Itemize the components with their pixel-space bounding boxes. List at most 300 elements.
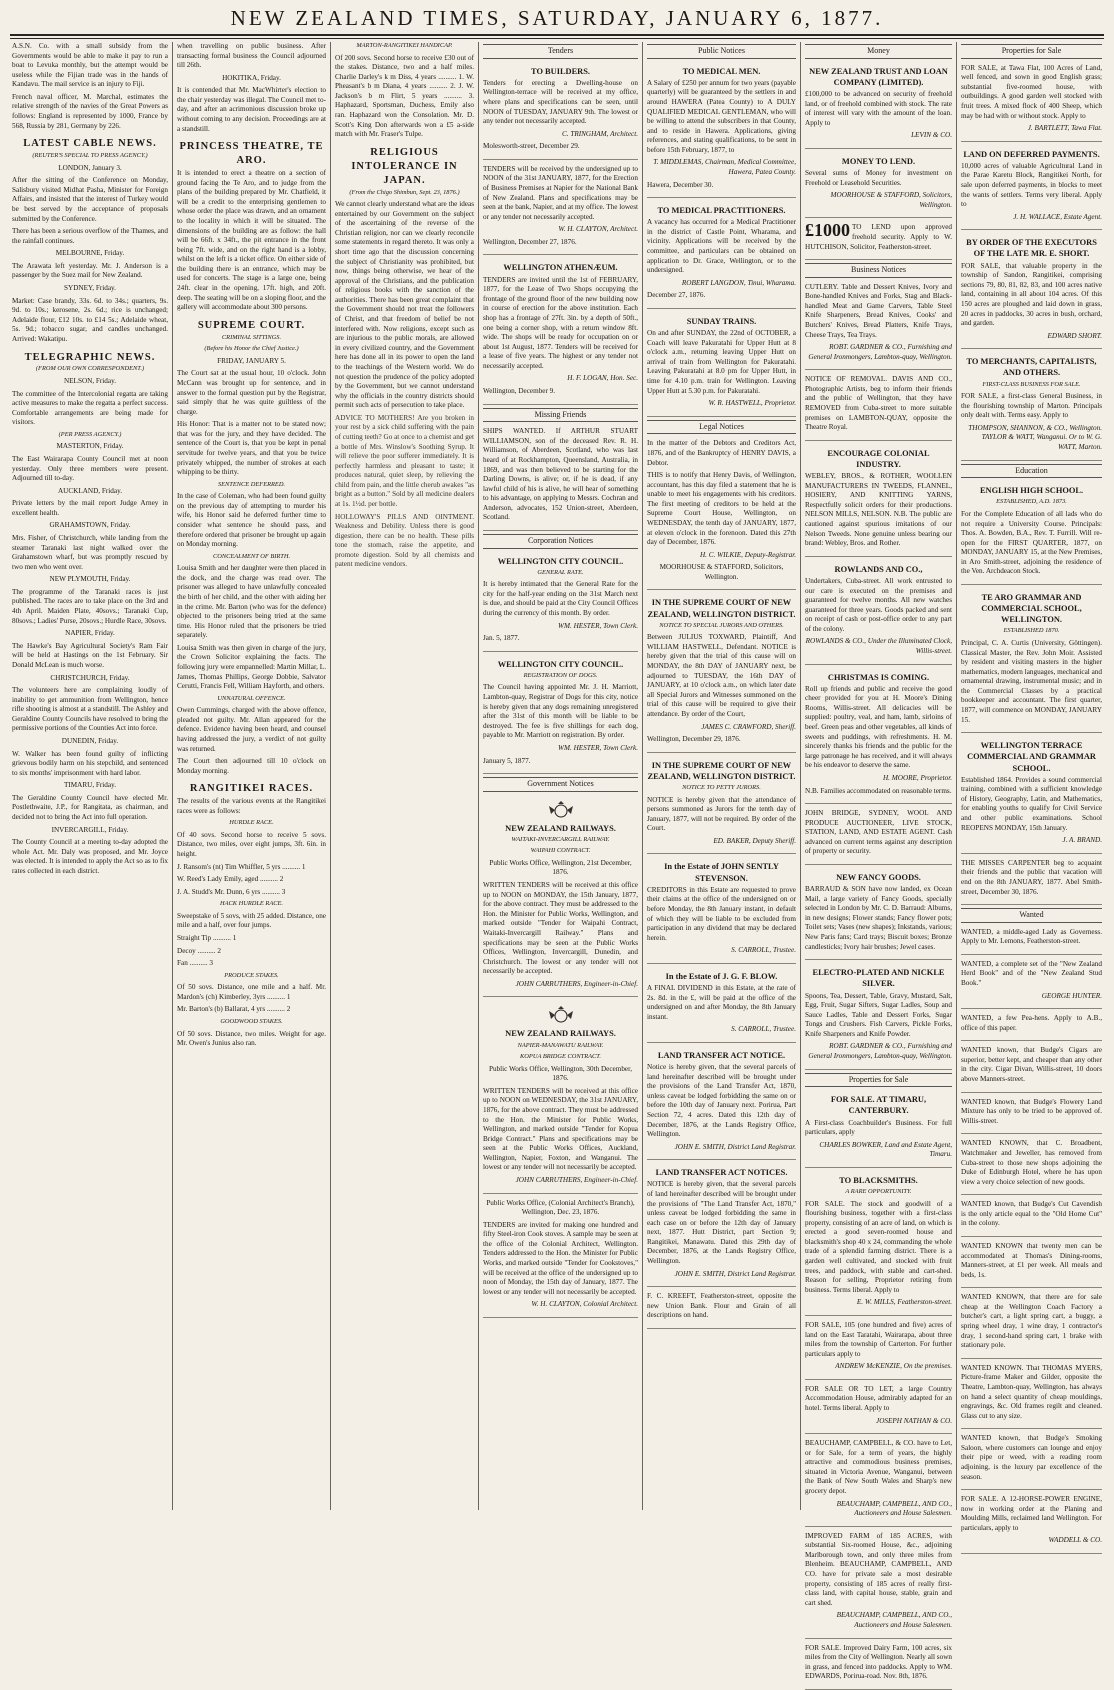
ad-signature: JOSEPH NATHAN & CO. bbox=[876, 1416, 952, 1425]
section-subheading: (PER PRESS AGENCY.) bbox=[58, 430, 122, 438]
section-subheading: (Before his Honor the Chief Justice.) bbox=[204, 345, 299, 353]
advertisement bbox=[961, 1198, 1102, 1237]
race-result: W. Reed's Lady Emily, aged .......... 2 bbox=[177, 875, 284, 884]
ad-text: WANTED known, that Budge's Cut Cavendish is the only article equal to the "Old Home Cut" in the colony. bbox=[961, 1200, 1102, 1228]
advertisement bbox=[961, 481, 1102, 585]
ad-signature: W. H. CLAYTON, Colonial Architect. bbox=[531, 1300, 638, 1309]
ad-signature: CHARLES BOWKER, Land and Estate Agent, Timaru. bbox=[819, 1140, 952, 1159]
ad-text: CUTLERY. Table and Dessert Knives, Ivory and Bone-handled Knives and Forks, Stag and Black-handled Meat and Game Carvers, Table Steel Knife Sharpeners, Bread Knives, Cooks' and Butchers' Knives, Bread Platters, Knife Trays, Cheese Trays, Tea Trays. bbox=[805, 282, 952, 339]
ad-title: ROWLANDS AND CO., bbox=[834, 564, 923, 574]
ad-text: WEBLEY, BROS., & ROTHER, WOOLLEN MANUFACTURERS IN TWEEDS, FLANNEL, HOSIERY, AND KNITTING YARNS, Respectfully solicit orders for their productions. NELSON MILLS, NELSON. N.B. The public are cautioned against spurious imitations of our Nelson Tweeds. None genuine unless bearing our brand: Webley, Bros. and Rother. bbox=[805, 472, 952, 548]
ad-signature: JOHN CARRUTHERS, Engineer-in-Chief. bbox=[515, 1175, 638, 1184]
ad-address: Molesworth-street, December 29. bbox=[483, 142, 580, 151]
article-text: Louisa Smith was then given in charge of the jury, the Crown Solicitor explaining the facts. The following jury were empannelled: Martin Millar, L. James, Thomas Phillips, George Dobbie, Salvator Cerutti, Francis Fell, William Hayforth, and others. bbox=[177, 643, 326, 691]
ad-firm: MOORHOUSE & STAFFORD, Solicitors, Wellington. bbox=[659, 563, 784, 581]
section-label-properties: Properties for Sale bbox=[805, 1073, 952, 1088]
dateline: AUCKLAND, Friday. bbox=[57, 486, 123, 495]
ad-signature: ED. BAKER, Deputy Sheriff. bbox=[713, 836, 796, 845]
advertisement bbox=[961, 926, 1102, 955]
column-1 bbox=[8, 42, 172, 1510]
ad-text: F. C. KREEFT, Featherston-street, opposite the new Union Bank. Flour and Grain of all descriptions on hand. bbox=[647, 1292, 796, 1320]
article-text: Owen Cummings, charged with the above offence, pleaded not guilty. Mr. Allan appeared for the defence. Evidence having been heard, and counsel having addressed the jury, a verdict of not guilty was returned. bbox=[177, 706, 326, 753]
ad-address: Public Works Office, Wellington, 21st December, 1876. bbox=[489, 858, 632, 877]
advertisement bbox=[961, 233, 1102, 349]
section-heading-cable: LATEST CABLE NEWS. bbox=[23, 138, 157, 150]
ad-date: Hawera, December 30. bbox=[647, 180, 714, 189]
ad-subtitle: ESTABLISHED, A.D. 1873. bbox=[996, 498, 1067, 506]
article-text: Of 40 sovs. Second horse to receive 5 sovs. Distance, two miles, over eight jumps, 3ft. 6in. in height. bbox=[177, 830, 326, 859]
ad-text: WANTED known, that Budge's Smoking Saloon, where customers can lounge and enjoy their pipe or weed, with a reading room adjoining, is the luxury par excellence of the season. bbox=[961, 1434, 1102, 1481]
ad-text: FOR SALE, 105 (one hundred and five) acres of land on the East Taratahi, Wairarapa, about three miles from the township of Carterton. For further particulars apply to bbox=[805, 1320, 952, 1358]
advertisement bbox=[961, 588, 1102, 733]
section-label-public: Public Notices bbox=[647, 44, 796, 59]
advertisement bbox=[647, 1046, 796, 1160]
article-text: In the case of Coleman, who had been found guilty on the previous day of attempting to murder his wife, his Honor said he deferred further time to consider what sentence he should pass, and therefore ordered that prisoner be brought up again on Monday morning. bbox=[177, 492, 326, 549]
ad-address: Wellington, December 27, 1876. bbox=[483, 237, 577, 246]
ad-title: ENGLISH HIGH SCHOOL. bbox=[979, 486, 1084, 496]
ad-text: FOR SALE. A 12-HORSE-POWER ENGINE, now in working order at the Planing and Moulding Mills, reclaimed land Wellington. For particulars, apply to bbox=[961, 1495, 1102, 1532]
ad-text: WANTED, a middle-aged Lady as Governess. Apply to Mr. Lemons, Featherston-street. bbox=[961, 927, 1102, 946]
ad-signature: LEVIN & CO. bbox=[911, 131, 952, 140]
ad-text: Roll up friends and public and receive the good cheer provided for you at H. Moore's Dining Rooms, Willis-street. All delicacies will be supplied: poultry, veal, and ham, lamb, sirloins of beef. Green peas and other vegetables, all kinds of sweets and puddings, with refreshments. H. M. sincerely thanks his friends and the public for the large patronage he has received, and it will always be his endeavor to deserve the same. bbox=[805, 684, 952, 770]
dateline: NELSON, Friday. bbox=[63, 376, 117, 385]
ad-text: For the Complete Education of all lads who do not require a University Course. Principals: Thos. A. Bowden, B.A., Rev. T. Furrill. Will re-open for the FIRST QUARTER, 1877, on MONDAY, JANUARY 15, at the New Premises, in Aro Smith-street, adjoining the residence of the Ven. Archdeacon Stock. bbox=[961, 509, 1102, 576]
dateline: MELBOURNE, Friday. bbox=[55, 249, 125, 258]
article-text: The committee of the Intercolonial regatta are taking active measures to make the regatta a perfect success. Comfortable arrangements are being made for visitors. bbox=[12, 389, 168, 427]
section-heading-telegraphic: TELEGRAPHIC NEWS. bbox=[24, 351, 156, 363]
article-text: The volunteers here are complaining loudly of inability to get ammunition from Wellington, hence rifle shooting is almost at a standstill. The Ashley and Geraldine County Councils have resolved to bring the permissive portions of the Counties Act into force. bbox=[12, 686, 168, 733]
ad-signature: JOHN CARRUTHERS, Engineer-in-Chief. bbox=[515, 979, 638, 988]
ad-date: December 27, 1876. bbox=[647, 291, 706, 300]
column-3 bbox=[330, 42, 478, 1510]
ad-title: TO MERCHANTS, CAPITALISTS, AND OTHERS. bbox=[966, 357, 1097, 378]
ad-title: TO MEDICAL MEN. bbox=[682, 66, 761, 76]
advertisement bbox=[805, 281, 952, 371]
ad-subtitle: KOPUA BRIDGE CONTRACT. bbox=[520, 1053, 601, 1061]
section-subheading: GOODWOOD STAKES. bbox=[220, 1018, 283, 1026]
ad-text: WANTED, a few Pea-hens. Apply to A.B., office of this paper. bbox=[961, 1014, 1102, 1032]
ad-title: FOR SALE. AT TIMARU, CANTERBURY. bbox=[830, 1095, 927, 1116]
ad-text: Spoons, Tea, Dessert, Table, Gravy, Mustard, Salt, Egg, Fruit, Sugar Sifters, Sugar Ladles, Soup and Sauce Ladles, Table and Dessert Forks, Sugar Tongs and Crushers. Fish Carvers, Pickle Forks, Knife Sharpeners and Knife Powder. bbox=[805, 991, 952, 1038]
ad-address: Wellington, December 9. bbox=[483, 387, 556, 395]
section-subheading: (From the Chigo Shimbun, Sept. 23, 1876.) bbox=[349, 188, 460, 196]
ad-signature: ROBT. GARDNER & CO., Furnishing and General Ironmongers, Lambton-quay, Wellington. bbox=[808, 1042, 952, 1061]
ad-title: In the Estate of J. G. F. BLOW. bbox=[665, 971, 778, 981]
ad-title: In the Estate of JOHN SENTLY STEVENSON. bbox=[664, 862, 779, 883]
section-label-missing: Missing Friends bbox=[483, 408, 638, 423]
ad-title: WELLINGTON CITY COUNCIL. bbox=[497, 659, 624, 669]
ad-title: NEW FANCY GOODS. bbox=[836, 872, 921, 882]
ad-text: FOR SALE, at Tawa Flat, 100 Acres of Land, well fenced, and sown in good English grass; substantial five-roomed house, with outbuildings. A good garden well stocked with fruit trees. A mixed flock of 400 Sheep, which may be had with or without stock. Apply to bbox=[961, 63, 1102, 120]
ad-title: WELLINGTON CITY COUNCIL. bbox=[497, 556, 624, 566]
ad-title: NEW ZEALAND RAILWAYS. bbox=[505, 823, 616, 833]
advertisement bbox=[483, 795, 638, 998]
advertisement bbox=[805, 373, 952, 440]
ad-title: WELLINGTON ATHENÆUM. bbox=[503, 263, 618, 273]
section-label-education: Education bbox=[961, 464, 1102, 479]
article-text: A.S.N. Co. with a small subsidy from the Governments would be able to make it pay to run a boat to Levuka monthly, but the attempt would be useless while the Fijian trade was in the hands of Kandavu. The mail service is an injury to Fiji. bbox=[12, 42, 168, 89]
ad-text: FOR SALE, that valuable property in the township of Sandon, Rangitikei, comprising sections 79, 80, 81, 82, 83, and 100 acres native land, containing in all about 104 acres. Of this 150 acres are ploughed and laid down in grass, 20 acres in paddocks, 30 acres in bush, orchard, and garden. bbox=[961, 261, 1102, 328]
ad-text: Undertakers, Cuba-street. All work entrusted to our care is executed on the premises and guaranteed for twelve months. All new watches guaranteed for three years. Goods packed and sent on receipt of cash or post-office order to any part of the colony. bbox=[805, 576, 952, 633]
ad-note: N.B. Families accommodated on reasonable terms. bbox=[805, 786, 952, 795]
advertisement bbox=[647, 593, 796, 752]
race-result: J. Ransom's (nt) Tim Whiffler, 5 yrs .......... 1 bbox=[177, 862, 306, 871]
article-text: His Honor: That is a matter not to be stated now; that was for the jury, and they have decided. The sentence of the Court is, that you be kept in penal servitude for twelve years, and that you be twice privately whipped, the number of strokes at each whipping to be thirty. bbox=[177, 420, 326, 477]
dateline: INVERCARGILL, Friday. bbox=[51, 825, 129, 834]
ad-signature: JOHN E. SMITH, District Land Registrar. bbox=[674, 1142, 796, 1151]
ad-text: 10,000 acres of valuable Agricultural Land in the Parae Karetu Block, Rangitikei North, for sale upon deferred payments, in blocks to meet the wants of settlers. Terms very liberal. Apply to bbox=[961, 161, 1102, 209]
ad-text: It is hereby intimated that the General Rate for the city for the half-year ending on the 31st March next is due, and should be paid at the City Council Offices during the currency of this month. By order. bbox=[483, 580, 638, 618]
ad-subtitle: REGISTRATION OF DOGS. bbox=[523, 671, 598, 679]
ad-title: TO BUILDERS. bbox=[531, 66, 590, 76]
royal-crest-icon bbox=[546, 1005, 576, 1025]
ad-subtitle: GENERAL RATE. bbox=[537, 568, 584, 576]
article-text: French naval officer, M. Marchal, estimates the relative strength of the navies of the Great Powers as follows: England is represented by 1000, France by 568, Russia by 281, Germany by 226. bbox=[12, 92, 168, 130]
ad-text: In the matter of the Debtors and Creditors Act, 1876, and of the Bankruptcy of HENRY DAVIS, a Debtor. bbox=[647, 439, 796, 467]
ad-signature: WADDELL & CO. bbox=[1048, 1536, 1102, 1545]
race-result: Fan .......... 3 bbox=[177, 959, 213, 968]
ad-text: FOR SALE. The stock and goodwill of a flourishing business, together with a first-class property, consisting of an acre of land, on which is erected a good seven-roomed house and blacksmith's shop 40 x 24, commanding the whole trade of a splendid farming district. There is a garden well cultivated, and stocked with fruit trees, and paddock, with stable and cart-shed. Reason for selling, Proprietor retiring from business. Terms liberal. Apply to bbox=[805, 1199, 952, 1294]
section-subheading: HACK HURDLE RACE. bbox=[219, 900, 284, 908]
section-label-money: Money bbox=[805, 44, 952, 59]
ad-signature: H. C. WILKIE, Deputy-Registrar. bbox=[699, 550, 796, 559]
advertisement bbox=[961, 62, 1102, 142]
advertisement bbox=[805, 1319, 952, 1380]
ad-text: NOTICE is hereby given that the attendance of persons summoned as Jurors for the tenth day of January, 1877, will not be required. By order of the Court. bbox=[647, 795, 796, 833]
ad-address: Public Works Office, Wellington, 30th December, 1876. bbox=[488, 1064, 633, 1083]
ad-text: Between JULIUS TOXWARD, Plaintiff, And WILLIAM HASTWELL, Defendant. NOTICE is hereby given that the trial of this cause will on MONDAY, the 8th DAY of JANUARY next, be adjourned to TUESDAY, the 16th DAY of JANUARY, at 10 o'clock a.m., on which later date all Special Jurors and Witnesses summoned on the trial of this cause will be required to give their attendance. By order of the Court, bbox=[647, 633, 796, 718]
advertisement bbox=[805, 1642, 952, 1690]
ad-subtitle: NOTICE TO SPECIAL JURORS AND OTHERS. bbox=[659, 621, 784, 629]
ad-text: NOTICE is hereby given, that the several parcels of land hereinafter described will be brought under the provisions of "The Land Transfer Act, 1870," unless caveat be lodged forbidding the same in each case on or before the 12th day of January next, 1877. Hutt District, part Section 9; Rangitikei, Manawatu. Dated this 29th day of December, 1876, at the Lands Registry Office, Wellington. bbox=[647, 1180, 796, 1266]
advertisement bbox=[647, 312, 796, 417]
ad-signature: S. CARROLL, Trustee. bbox=[731, 1025, 796, 1034]
ad-signature: GEORGE HUNTER. bbox=[1041, 991, 1102, 1000]
ad-signature: WM. HESTER, Town Clerk. bbox=[558, 743, 638, 752]
section-label-wanted: Wanted bbox=[961, 908, 1102, 923]
ad-signature: H. MOORE, Proprietor. bbox=[882, 773, 952, 782]
ad-text: WRITTEN TENDERS will be received at this office up to NOON on MONDAY, the 15th January, 1877, for the above contract. They must be addressed to the Hon. the Minister for Public Works, Wellington, and marked outside "Tender for Waipahi Contract, Waitaki-Invercargill Railway." Plans and specifications may be seen at the Public Works Offices, Wellington, Invercargill, Dunedin, and Christchurch. The lowest or any tender will not necessarily be accepted. bbox=[483, 881, 638, 976]
ad-subtitle: FIRST-CLASS BUSINESS FOR SALE. bbox=[982, 380, 1081, 388]
ad-signature: EDWARD SHORT. bbox=[1047, 331, 1102, 340]
dateline: DUNEDIN, Friday. bbox=[61, 736, 119, 745]
ad-signature: W. R. HASTWELL, Proprietor. bbox=[708, 399, 796, 408]
advertisement bbox=[647, 437, 796, 590]
ad-text: Tenders for erecting a Dwelling-house on Wellington-terrace will be received at my office, where plans and specifications can be seen, until NOON of TUESDAY, JANUARY 9th. The lowest or any tender not necessarily accepted. bbox=[483, 78, 638, 126]
article-text: ADVICE TO MOTHERS! Are you broken in your rest by a sick child suffering with the pain of cutting teeth? Go at once to a chemist and get a bottle of Mrs. Winslow's Soothing Syrup. It will relieve the poor sufferer immediately. It is perfectly harmless and pleasant to taste; it produces natural, quiet sleep, by relieving the child from pain, and the little cherub awakes "as bright as a button." Sold by all medicine dealers at 1s. 1½d. per bottle. bbox=[335, 413, 474, 509]
advertisement bbox=[483, 1000, 638, 1193]
article-text: Louisa Smith and her daughter were then placed in the dock, and the charge was read over. The prisoner was alleged to have unlawfully concealed the birth of her child, and the other with aiding her in the crime. Mr. Barton (who was for the defence) objected to the prisoners being tried at the same time. His Honor ruled that the prisoners be tried separately. bbox=[177, 564, 326, 640]
dateline: HOKITIKA, Friday. bbox=[222, 73, 281, 82]
advertisement bbox=[961, 352, 1102, 460]
advertisement bbox=[483, 258, 638, 404]
dateline: CHRISTCHURCH, Friday. bbox=[50, 673, 130, 682]
ad-text: WANTED KNOWN that twenty men can be accommodated at Thomas's Dining-rooms, Manners-street, at £1 per week. All meals and beds, 1s. bbox=[961, 1242, 1102, 1279]
royal-crest-icon bbox=[546, 800, 576, 820]
section-subheading: SENTENCE DEFERRED. bbox=[217, 480, 286, 488]
ad-text: THE MISSES CARPENTER beg to acquaint their friends and the public that vacation will end on the 8th JANUARY, 1877. Abel Smith-street, December 30, 1876. bbox=[961, 858, 1102, 896]
advertisement bbox=[483, 62, 638, 160]
ad-text: Notice is hereby given, that the several parcels of land hereinafter described will be brought under the provisions of the Land Transfer Act, 1870, unless caveat be lodged forbidding the same on or before the 10th day of January next. Porirua, Part Section 72, 4 acres. Dated this 12th day of December, 1876, at the Lands Registry Office, Wellington. bbox=[647, 1063, 796, 1139]
ad-subtitle: NAPIER-MANAWATU RAILWAY. bbox=[517, 1041, 604, 1049]
advertisement bbox=[483, 425, 638, 531]
column-6 bbox=[800, 42, 956, 1681]
ad-text: TO LEND upon approved freehold security. Apply to W. HUTCHISON, Solicitor, Featherston-street. bbox=[805, 223, 952, 251]
article-text: when travelling on public business. After transacting formal business the Council adjourned till 26th. bbox=[177, 42, 326, 70]
section-subheading: MARTON-RANGITIKEI HANDICAP. bbox=[356, 42, 453, 49]
ad-text: Principal, C. A. Curtis (University, Göttingen). Classical Master, the Rev. John Moir. Assisted by resident and visiting masters in the higher mathematics, modern languages, mechanical and ornamental drawing, instrumental music; and in the Commercial Classes by a practical bookkeeper and accountant. The first quarter, 1877, will commence on MONDAY, JANUARY 15. bbox=[961, 639, 1102, 724]
ad-text: TENDERS are invited until the 1st of FEBRUARY, 1877, for the Lease of Two Shops occupying the frontage of the ground floor of the new building now in course of erection for the above institution. Each shop has a frontage of 27ft. 3in. by a depth of 50ft., one being a corner shop, with a return window 8ft. wide. The shops will be ready for occupation on or about 1st August, 1877. Tenders will be received for a lease of five years. The highest or any tender not necessarily accepted. bbox=[483, 275, 638, 370]
advertisement bbox=[647, 1290, 796, 1329]
advertisement bbox=[961, 1291, 1102, 1358]
ad-signature: MOORHOUSE & STAFFORD, Solicitors, Wellington. bbox=[830, 191, 952, 209]
advertisement bbox=[961, 1012, 1102, 1041]
article-text: It is contended that Mr. MacWhirter's election to the chair yesterday was illegal. The Council met to-day, and after an acrimonious discussion broke up without coming to any decision. Proceedings are at a standstill. bbox=[177, 86, 326, 133]
article-text: HOLLOWAY'S PILLS AND OINTMENT. Weakness and Debility. Unless there is good digestion, there can be no health. These pills tone the stomach, raise the appetite, and promote digestion. Sold by all chemists and patent medicine vendors. bbox=[335, 512, 474, 569]
ad-signature: ROBT. GARDNER & CO., Furnishing and General Ironmongers, Lambton-quay, Wellington. bbox=[808, 343, 952, 361]
advertisement bbox=[805, 1437, 952, 1527]
ad-text: BEAUCHAMP, CAMPBELL, & CO. have to Let, or for Sale, for a term of years, the highly attractive and commodious business premises, situated in Victoria Avenue, Wanganui, between the Bank of New South Wales and Sharp's new grocery depot. bbox=[805, 1439, 952, 1496]
ad-text: A Salary of £250 per annum for two years (payable quarterly) will be guaranteed by the settlers in and around HAWERA (Patea County) to A DULY QUALIFIED MEDICAL GENTLEMAN, who will be willing to attend the subscribers in that County, and to reside in Hawera. Applications, giving references, and stating qualifications, to be sent in before 15th February, 1877, to bbox=[647, 78, 796, 154]
ad-signature: ROBERT LANGDON, Tinui, Wharama. bbox=[681, 278, 796, 287]
section-subheading: CRIMINAL SITTINGS. bbox=[221, 333, 282, 341]
column-7 bbox=[956, 42, 1106, 1545]
article-text: W. Walker has been found guilty of inflicting grievous bodily harm on his stepchild, and sentenced to six months' imprisonment with hard labor. bbox=[12, 749, 168, 777]
ad-date: January 5, 1877. bbox=[483, 756, 531, 765]
advertisement bbox=[961, 857, 1102, 905]
ad-text: SHIPS WANTED. If ARTHUR STUART WILLIAMSON, son of the deceased Rev. R. H. Williamson, of Aberdeen, Scotland, who was last heard of at Rockhampton, Queensland, Australia, in 1869, and was then believed to be starting for the Darling Downs, is alive; or, if he is dead, if any lawful child of his is alive, he will hear of something to his advantage, on applying to Messrs. Cochran and Anderson, advocates, 152 Union-street, Aberdeen, Scotland. bbox=[483, 427, 638, 522]
article-text: Mr. Barton's (b) Ballarat, 4 yrs .......... 2 bbox=[177, 1005, 291, 1014]
advertisement bbox=[483, 655, 638, 774]
dateline: LONDON, January 3. bbox=[58, 163, 122, 172]
advertisement bbox=[805, 668, 952, 805]
article-text: The Court sat at the usual hour, 10 o'clock. John McCann was brought up for sentence, and in answer to the formal question put by the Registrar, said simply that he was quite guiltless of the charge. bbox=[177, 369, 326, 416]
ad-title: ELECTRO-PLATED AND NICKLE SILVER. bbox=[812, 968, 945, 989]
advertisement bbox=[961, 1096, 1102, 1135]
ad-signature: E. W. MILLS, Featherston-street. bbox=[856, 1298, 952, 1307]
article-text: Market: Case brandy, 33s. 6d. to 34s.; quarters, 9s. 9d. to 10s.; kerosene, 2s. 6d.; rice is unchanged; Adelaide flour, £12 10s. to £14 5s.; Adelaide wheat, 5s. 9d.; tobacco sugar, and candles unchanged. Arrived: Wakatipu. bbox=[12, 296, 168, 343]
dateline: TIMARU, Friday. bbox=[63, 781, 117, 790]
dateline: NAPIER, Friday. bbox=[65, 629, 115, 638]
advertisement bbox=[961, 736, 1102, 854]
ad-text: NOTICE OF REMOVAL. DAVIS AND CO., Photographic Artists, beg to inform their friends and the public of Wellington, that they have REMOVED from Cuba-street to more suitable premises on LAMBTON-QUAY, opposite the Theatre Royal. bbox=[805, 375, 952, 432]
section-heading-theatre: PRINCESS THEATRE, TE ARO. bbox=[179, 141, 324, 167]
advertisement bbox=[805, 560, 952, 665]
ad-text: WANTED known, that Budge's Flowery Land Mixture has only to be tried to be approved of. Willis-street. bbox=[961, 1097, 1102, 1125]
advertisement bbox=[805, 221, 952, 260]
advertisement bbox=[805, 807, 952, 865]
article-text: The results of the various events at the Rangitikei races were as follows: bbox=[177, 797, 326, 815]
article-text: Of 50 sovs. Distance, two miles. Weight for age. Mr. Owen's Junius also ran. bbox=[177, 1029, 326, 1048]
ad-subtitle: NOTICE TO PETTY JURORS. bbox=[682, 784, 761, 792]
ad-text: FOR SALE, a first-class General Business, in the flourishing township of Marton. Principals only dealt with. Terms easy. Apply to bbox=[961, 392, 1102, 420]
masthead-rule bbox=[10, 34, 1104, 39]
article-text: The County Council at a meeting to-day adopted the whole Act. Mr. Daly was proposed, and Mr. Joyce was elected. It is intended to apply the Act so as to fix rates collected in each district. bbox=[12, 838, 168, 875]
ad-signature: JOHN E. SMITH, District Land Registrar. bbox=[674, 1269, 796, 1278]
article-text: Mrs. Fisher, of Christchurch, while landing from the steamer Taranaki last night walked over the Grahamstown wharf, but was promptly rescued by two men who went over. bbox=[12, 534, 168, 571]
ad-signature: J. A. BRAND. bbox=[1062, 836, 1102, 845]
ad-text: A FINAL DIVIDEND in this Estate, at the rate of 2s. 8d. in the £, will be paid at the office of the undersigned on and after Monday, the 8th January instant. bbox=[647, 984, 796, 1021]
ad-text: JOHN BRIDGE, SYDNEY, WOOL AND PRODUCE AUCTIONEER, LIVE STOCK, STATION, LAND, AND ESTATE AGENT. Cash advanced on current terms against any description of property or security. bbox=[805, 809, 952, 856]
article-text: Of 50 sovs. Distance, one mile and a half. Mr. Mardon's (ch) Kimberley, 3yrs .......... 1 bbox=[177, 983, 326, 1001]
ad-amount: £1000 bbox=[805, 220, 850, 241]
ad-text: TENDERS will be received by the undersigned up to NOON of the 31st JANUARY, 1877, for the Erection of Business Premises at Napier for the National Bank of New Zealand. Plans and specifications may be seen at the bank, Napier, and at my office. The lowest or any tender not necessarily accepted. bbox=[483, 164, 638, 221]
ad-text: A vacancy has occurred for a Medical Practitioner in the district of Castle Point, Wharama, and vicinity. Applications will be received by the committee, and particulars can be obtained on application to Dr. Grace, Wellington, or to the undersigned. bbox=[647, 218, 796, 275]
article-text: The Court then adjourned till 10 o'clock on Monday morning. bbox=[177, 757, 326, 775]
ad-title: IN THE SUPREME COURT OF NEW ZEALAND, WELLINGTON DISTRICT. bbox=[647, 760, 796, 781]
advertisement bbox=[805, 963, 952, 1069]
advertisement bbox=[647, 201, 796, 309]
ad-signature: C. TRINGHAM, Architect. bbox=[561, 129, 638, 138]
advertisement bbox=[647, 62, 796, 199]
article-text: After the sitting of the Conference on Monday, Salisbury visited Midhat Pasha, Minister for Foreign Affairs, and insisted that the interest of Turkey would be best served by the acceptance of proposals submitted by the Conference. bbox=[12, 176, 168, 223]
section-label-corporation: Corporation Notices bbox=[483, 534, 638, 549]
advertisement bbox=[961, 1432, 1102, 1490]
section-heading-court: SUPREME COURT. bbox=[197, 319, 306, 331]
article-text: Of 200 sovs. Second horse to receive £30 out of the stakes. Distance, two and a half miles. Charlie Darley's k m Diss, 4 years .......... 1. W. Pheasant's b m Diana, 4 years .......... 2. J. W. Jackson's b m Flirt, 5 years .......... 3. Haphazard, Sportsman, Duchess, Emily also ran. Haphazard won the Consolation. Mr. D. Scott's King Don afterwards won a £5 a-side match with Mr. Fraser's Tulpe. bbox=[335, 53, 474, 139]
advertisement bbox=[961, 1362, 1102, 1429]
ad-subtitle: ESTABLISHED 1870. bbox=[1003, 627, 1060, 635]
ad-title: IN THE SUPREME COURT OF NEW ZEALAND, WELLINGTON DISTRICT. bbox=[647, 598, 796, 619]
ad-text: Several sums of Money for investment on Freehold or Leasehold Securities. bbox=[805, 169, 952, 187]
ad-title: LAND TRANSFER ACT NOTICES. bbox=[655, 1168, 788, 1178]
section-subheading: UNNATURAL OFFENCE. bbox=[217, 694, 286, 702]
ad-signature: J. BARTLETT, Tawa Flat. bbox=[1027, 124, 1102, 133]
advertisement bbox=[483, 1197, 638, 1318]
section-subheading: (REUTER'S SPECIAL TO PRESS AGENCY.) bbox=[32, 152, 148, 160]
article-text: We cannot clearly understand what are the ideas entertained by our Government on the subject of the ascertaining of the reverse of the Christian religion, nor can we clearly reconcile some statements in regard thereto. It was only a short time ago that the discussion concerning the subject of Christianity was prohibited, but now, things being otherwise, we hear of the approval of the Christians, and the publication of religious books with the sanction of the authorities. There has been great complaint that the Government should not treat the followers of Christ, and that freedom of belief be not interfered with. Now religions, except such as are injurious to the public morals, are allowed in every civilized country, and the Government here has done all in its power to open the land to the teachings of the Western world. We do not question the prudence of the policy adopted by the Government, but we cannot understand why the officials in the country districts should permit such acts of persecution to take place. bbox=[335, 200, 474, 410]
advertisement bbox=[961, 1137, 1102, 1195]
section-label-business: Business Notices bbox=[805, 263, 952, 278]
ad-signature: S. CARROLL, Trustee. bbox=[731, 946, 796, 955]
article-text: Sweepstake of 5 sovs, with 25 added. Distance, one mile and a half, over four jumps. bbox=[177, 911, 326, 930]
race-result: Decoy .......... 2 bbox=[177, 946, 221, 955]
advertisement bbox=[805, 1171, 952, 1316]
ad-title: TE ARO GRAMMAR AND COMMERCIAL SCHOOL, WELLINGTON. bbox=[981, 592, 1082, 625]
ad-text: A First-class Coachbuilder's Business. For full particulars, apply bbox=[805, 1118, 952, 1137]
advertisement bbox=[805, 1090, 952, 1168]
ad-text: WRITTEN TENDERS will be received at this office up to NOON on WEDNESDAY, the 31st JANUARY, 1876, for the above contract. They must be addressed to the Hon. the Minister for Public Works, Wellington, and marked outside "Tender for Kopua Bridge Contract." Plans and specifications may be seen at the Public Works Offices, Auckland, Wellington, Napier, Foxton, and Wanganui. The lowest or any tender will not necessarily be accepted. bbox=[483, 1086, 638, 1172]
advertisement bbox=[805, 62, 952, 149]
ad-address: Public Works Office, (Colonial Architect's Branch), Wellington, Dec. 23, 1876. bbox=[486, 1198, 635, 1217]
ad-title: NEW ZEALAND TRUST AND LOAN COMPANY (LIMITED). bbox=[809, 66, 948, 87]
advertisement bbox=[961, 1044, 1102, 1092]
ad-title: LAND ON DEFERRED PAYMENTS. bbox=[963, 149, 1100, 159]
section-heading-races: RANGITIKEI RACES. bbox=[189, 783, 314, 795]
ad-signature: THOMPSON, SHANNON, & CO., Wellington. TAYLOR & WATT, Wanganui. Or to W. G. WATT, Marton. bbox=[968, 423, 1102, 452]
article-text: The programme of the Taranaki races is just published. The races are to take place on the 3rd and 4th April. Maiden Plate, 40sovs.; Taranaki Cup, 80sovs.; Ladies' Purse, 20sovs.; Hurdle Race, 30sovs. bbox=[12, 587, 168, 625]
ad-signature: JAMES C. CRAWFORD, Sheriff. bbox=[701, 722, 796, 731]
ad-signature: T. MIDDLEMAS, Chairman, Medical Committee, Hawera, Patea County. bbox=[653, 158, 796, 176]
ad-text: WANTED KNOWN, that there are for sale cheap at the Wellington Coach Factory a butcher's cart, a light spring cart, a buggy, a spring wheel dray, 1 wine dray, 1 contractor's dray, 1 second-hand spring cart, 1 brake with stationary pole. bbox=[961, 1293, 1102, 1350]
ad-text: FOR SALE OR TO LET, a large Country Accommodation House, admirably adapted for an hotel. Terms liberal. Apply to bbox=[805, 1384, 952, 1412]
dateline: GRAHAMSTOWN, Friday. bbox=[49, 521, 131, 530]
article-text: The Arawata left yesterday. Mr. J. Anderson is a passenger by the Suez mail for New Zealand. bbox=[12, 261, 168, 280]
advertisement bbox=[647, 1163, 796, 1287]
ad-text: On and after SUNDAY, the 22nd of OCTOBER, a Coach will leave Pakuratahi for Upper Hutt at 8 o'clock a.m., returning leaving Upper Hutt on arrival of train from Wellington for Pakuratahi. Leaving Pakuratahi at 8.0 pm for Upper Hutt, in time for 4.10 p.m. train for Wellington. Leaving Upper Hutt at 5.30 p.m. for Pakuratahi. bbox=[647, 329, 796, 395]
ad-signature: BEAUCHAMP, CAMPBELL, AND CO., Auctioneers and House Salesmen. bbox=[836, 1499, 952, 1518]
column-2 bbox=[172, 42, 330, 1510]
ad-title: BY ORDER OF THE EXECUTORS OF THE LATE MR. E. SHORT. bbox=[966, 238, 1097, 259]
section-label-government: Government Notices bbox=[483, 777, 638, 792]
ad-text: FOR SALE. Improved Dairy Farm, 100 acres, six miles from the City of Wellington. Nearly all sown in grass, and fenced into paddocks. Apply to WM. EDWARDS, Porirua-road. Nov. 8th, 1876. bbox=[805, 1643, 952, 1681]
ad-title: CHRISTMAS IS COMING. bbox=[827, 672, 930, 682]
advertisement bbox=[961, 1240, 1102, 1288]
ad-title: SUNDAY TRAINS. bbox=[686, 316, 757, 326]
advertisement bbox=[805, 444, 952, 557]
ad-text: WANTED, a complete set of the "New Zealand Herd Book" and of the "New Zealand Stud Book." bbox=[961, 959, 1102, 988]
ad-date: Jan. 5, 1877. bbox=[483, 634, 520, 643]
ad-date: Wellington, December 29, 1876. bbox=[647, 735, 741, 744]
ad-signature: BEAUCHAMP, CAMPBELL, AND CO., Auctioneers and House Salesmen. bbox=[836, 1611, 952, 1629]
article-text: It is intended to erect a theatre on a section of ground facing the Te Aro, and to judge from the plans of the building prepared by Mr. Chatfield, it will be a credit to the enterprising gentlemen to whose order the place was drawn, and an ornament to the locality in which it will be situated. The dimensions of the building are as follow: the hall will be 66ft. x 34ft., the pit entrance in the front being 7ft. wide, and on the right hand is a lobby, whilst on the left is a ticket office. On either side of the building there is an entrance, which may be used for concerts. The stage is a large one, being 24ft. clear in the opening, 17ft. high, and 20ft. deep. The seating will be on a sloping floor, and the gallery will accommodate about 300 persons. bbox=[177, 169, 326, 312]
ad-text: BARRAUD & SON have now landed, ex Ocean Mail, a large variety of Fancy Goods, specially selected in London by Mr. C. D. Barraud: Albums, in new designs; Flower stands; Fancy flower pots; Toilet sets; Vases (new shapes); Inkstands, various; New Paris fans; Card trays; Biscuit boxes; Bronze candlesticks; Ivory hair brushes; Jewel cases. bbox=[805, 885, 952, 951]
section-subheading: HURDLE RACE. bbox=[229, 819, 274, 827]
advertisement bbox=[805, 152, 952, 218]
dateline: MASTERTON, Friday. bbox=[56, 442, 124, 451]
ad-text: WANTED KNOWN. That THOMAS MYERS, Picture-frame Maker and Gilder, opposite the Theatre, Lambton-quay, Wellington, has always on hand a select quantity of cheap mouldings, engravings, &c. Old frames regilt and cleaned. Glass cut to any size. bbox=[961, 1363, 1102, 1420]
ad-text: £100,000 to be advanced on security of freehold land, or of freehold combined with stock. The rate of interest will vary with the amount of the loan. Apply to bbox=[805, 89, 952, 127]
article-text: The East Wairarapa County Council met at noon yesterday. Only three members were present. Adjourned till to-day. bbox=[12, 454, 168, 483]
ad-text: IMPROVED FARM of 185 ACRES, with substantial Six-roomed House, &c., adjoining Marlborough town, and only three miles from Blenheim. BEAUCHAMP, CAMPBELL, AND CO. have for private sale a most desirable property, consisting of 185 acres of really first-class land, with capital house, stable, grain and cart shed. bbox=[805, 1531, 952, 1607]
ad-text: CREDITORS in this Estate are requested to prove their claims at the office of the undersigned on or before Monday, the 8th January instant, in default of which they will be liable to be excluded from participation in any dividend that may be declared herein. bbox=[647, 885, 796, 942]
ad-text: THIS is to notify that Henry Davis, of Wellington, accountant, has this day filed a statement that he is unable to meet his engagements with his creditors. The first meeting of creditors to be held at the Supreme Court House, Wellington, on WEDNESDAY, the tenth day of JANUARY, 1877, at eleven o'clock in the forenoon. Dated this 27th day of December, 1876. bbox=[647, 471, 796, 547]
advertisement bbox=[483, 552, 638, 652]
section-label-tenders: Tenders bbox=[483, 44, 638, 59]
ad-text: Established 1864. Provides a sound commercial training, combined with a sufficient knowledge of History, Geography, Latin, and Mathematics, for enabling youths to qualify for Civil Service and other public examinations. School REOPENS MONDAY, 15th January. bbox=[961, 775, 1102, 832]
race-result: J. A. Studd's Mr. Dunn, 6 yrs .......... 3 bbox=[177, 887, 286, 896]
ad-text: WANTED KNOWN, that C. Broadbent, Watchmaker and Jeweller, has removed from Cuba-street to those new shops adjoining the Duke of Edinburgh Hotel, where he has upon view a very choice selection of new goods. bbox=[961, 1139, 1102, 1186]
ad-title: TO MEDICAL PRACTITIONERS. bbox=[657, 206, 786, 216]
article-text: There has been a serious overflow of the Thames, and the rainfall continues. bbox=[12, 227, 168, 245]
advertisement bbox=[805, 1383, 952, 1434]
section-heading-japan: RELIGIOUS INTOLERANCE IN JAPAN. bbox=[351, 146, 458, 186]
ad-subtitle: WAIPAHI CONTRACT. bbox=[530, 847, 591, 855]
ad-subtitle: A RARE OPPORTUNITY. bbox=[845, 1188, 912, 1196]
advertisement bbox=[805, 1530, 952, 1639]
ad-text: The Council having appointed Mr. J. H. Marriott, Lambton-quay, Registrar of Dogs for this city, notice is hereby given that any dogs remaining unregistered after the 31st of this month will be liable to be destroyed. The fee is five shillings for each dog, payable to Mr. Marriott on registration. By order. bbox=[483, 683, 638, 740]
ad-title: MONEY TO LEND. bbox=[841, 156, 916, 166]
advertisement bbox=[961, 1493, 1102, 1554]
column-5 bbox=[642, 42, 800, 1510]
article-text: The Hawke's Bay Agricultural Society's Ram Fair will be held at Hastings on the 1st February. Sir Donald McLean is much worse. bbox=[12, 641, 168, 669]
section-subheading: CONCEALMENT OF BIRTH. bbox=[212, 552, 291, 560]
advertisement bbox=[647, 967, 796, 1043]
dateline: NEW PLYMOUTH, Friday. bbox=[49, 575, 131, 584]
advertisement bbox=[647, 756, 796, 855]
ad-title: WELLINGTON TERRACE COMMERCIAL AND GRAMMAR SCHOOL. bbox=[967, 741, 1096, 773]
advertisement bbox=[961, 145, 1102, 231]
ad-signature: WM. HESTER, Town Clerk. bbox=[558, 621, 638, 630]
ad-title: ENCOURAGE COLONIAL INDUSTRY. bbox=[827, 448, 930, 469]
ad-signature: ANDREW McKENZIE, On the premises. bbox=[835, 1362, 952, 1371]
ad-signature: J. H. WALLACE, Estate Agent. bbox=[1013, 212, 1102, 221]
section-subheading: (FROM OUR OWN CORRESPONDENT.) bbox=[35, 365, 145, 373]
advertisement bbox=[483, 163, 638, 256]
ad-signature: W. H. CLAYTON, Architect. bbox=[558, 225, 638, 234]
ad-title: LAND TRANSFER ACT NOTICE. bbox=[657, 1050, 786, 1060]
advertisement bbox=[805, 868, 952, 960]
ad-text: TENDERS are invited for making one hundred and fifty Steel-iron Cook stoves. A sample may be seen at the office of the Colonial Architect, Wellington. Tenders addressed to the Hon. the Minister for Public Works, and marked outside "Tender for Cookstoves," will be received at the office of the undersigned up to noon of Monday, the 15th day of January, 1877. The lowest or any tender will not necessarily be accepted. bbox=[483, 1220, 638, 1296]
article-text: Private letters by the mail report Judge Arney in excellent health. bbox=[12, 499, 168, 517]
ad-title: NEW ZEALAND RAILWAYS. bbox=[505, 1029, 616, 1039]
section-label-legal: Legal Notices bbox=[647, 420, 796, 435]
dateline: FRIDAY, JANUARY 5. bbox=[217, 356, 286, 365]
ad-signature: ROWLANDS & CO., Under the Illuminated Clock, Willis-street. bbox=[805, 637, 952, 655]
race-result: Straight Tip .......... 1 bbox=[177, 934, 237, 943]
masthead: NEW ZEALAND TIMES, SATURDAY, JANUARY 6, 1877. bbox=[230, 6, 884, 30]
section-label-properties-sale: Properties for Sale bbox=[961, 44, 1102, 59]
